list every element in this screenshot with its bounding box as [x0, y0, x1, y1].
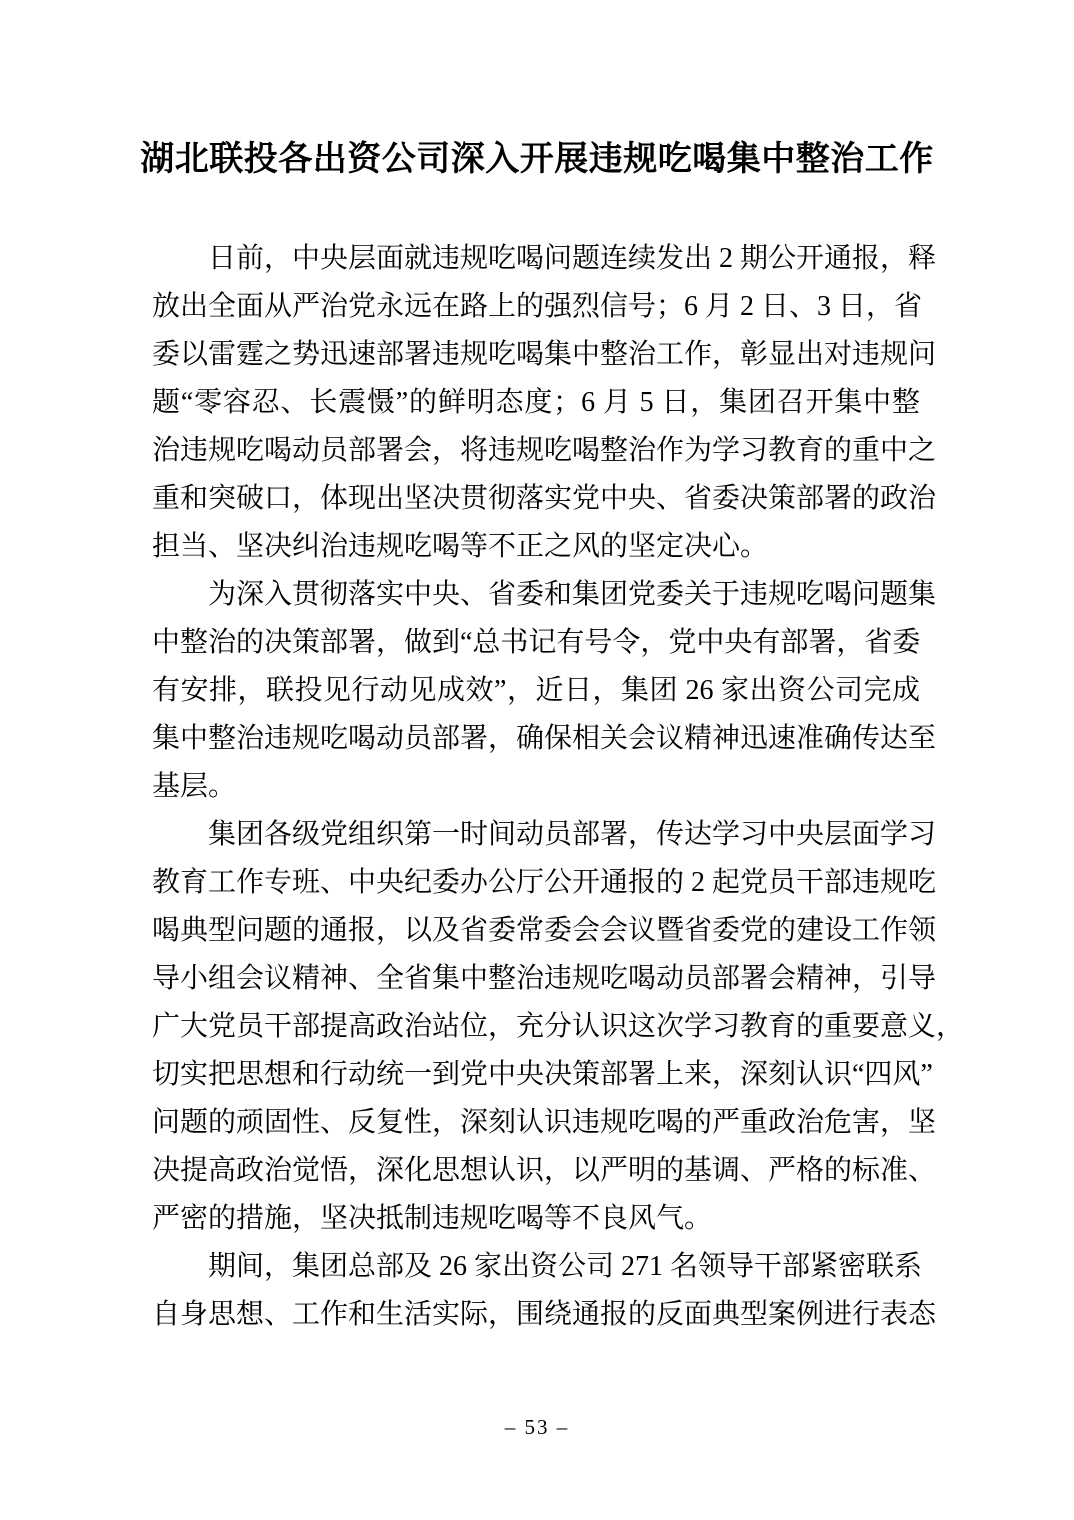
text-line: 日前，中央层面就违规吃喝问题连续发出 2 期公开通报，释	[208, 243, 937, 274]
text-line: 集团各级党组织第一时间动员部署，传达学习中央层面学习	[208, 819, 937, 850]
page-title: 湖北联投各出资公司深入开展违规吃喝集中整治工作	[140, 141, 934, 178]
text-line: 导小组会议精神、全省集中整治违规吃喝动员部署会精神，引导	[152, 963, 937, 994]
text-line: 决提高政治觉悟，深化思想认识，以严明的基调、严格的标准、	[152, 1155, 937, 1186]
text-line: 为深入贯彻落实中央、省委和集团党委关于违规吃喝问题集	[208, 579, 937, 610]
paragraph	[152, 235, 937, 571]
text-line: 严密的措施，坚决抵制违规吃喝等不良风气。	[152, 1203, 713, 1234]
text-line: 委以雷霆之势迅速部署违规吃喝集中整治工作，彰显出对违规问	[152, 339, 937, 370]
text-line: 喝典型问题的通报，以及省委常委会会议暨省委党的建设工作领	[152, 915, 937, 946]
text-line: 切实把思想和行动统一到党中央决策部署上来，深刻认识“四风”	[152, 1059, 933, 1090]
text-line: 集中整治违规吃喝动员部署，确保相关会议精神迅速准确传达至	[152, 723, 937, 754]
text-line: 题“零容忍、长震慑”的鲜明态度；6 月 5 日，集团召开集中整	[152, 387, 920, 418]
text-line: 放出全面从严治党永远在路上的强烈信号；6 月 2 日、3 日，省	[152, 291, 923, 322]
text-line: 基层。	[152, 771, 237, 802]
text-line: 担当、坚决纠治违规吃喝等不正之风的坚定决心。	[152, 531, 769, 562]
text-line: 广大党员干部提高政治站位，充分认识这次学习教育的重要意义，	[152, 1011, 965, 1042]
document-body	[152, 235, 965, 1339]
text-line: 治违规吃喝动员部署会，将违规吃喝整治作为学习教育的重中之	[152, 435, 937, 466]
text-line: 自身思想、工作和生活实际，围绕通报的反面典型案例进行表态	[152, 1299, 937, 1330]
text-line: 教育工作专班、中央纪委办公厅公开通报的 2 起党员干部违规吃	[152, 867, 937, 898]
paragraph	[152, 811, 965, 1243]
text-line: 中整治的决策部署，做到“总书记有号令，党中央有部署，省委	[152, 627, 921, 658]
text-line: 期间，集团总部及 26 家出资公司 271 名领导干部紧密联系	[208, 1251, 923, 1282]
text-line: 重和突破口，体现出坚决贯彻落实党中央、省委决策部署的政治	[152, 483, 937, 514]
page-number: – 53 –	[504, 1415, 570, 1439]
paragraph	[152, 571, 937, 811]
paragraph	[152, 1243, 937, 1339]
text-line: 问题的顽固性、反复性，深刻认识违规吃喝的严重政治危害，坚	[152, 1107, 937, 1138]
page-footer	[0, 1403, 1074, 1451]
text-line: 有安排，联投见行动见成效”，近日，集团 26 家出资公司完成	[152, 675, 920, 706]
